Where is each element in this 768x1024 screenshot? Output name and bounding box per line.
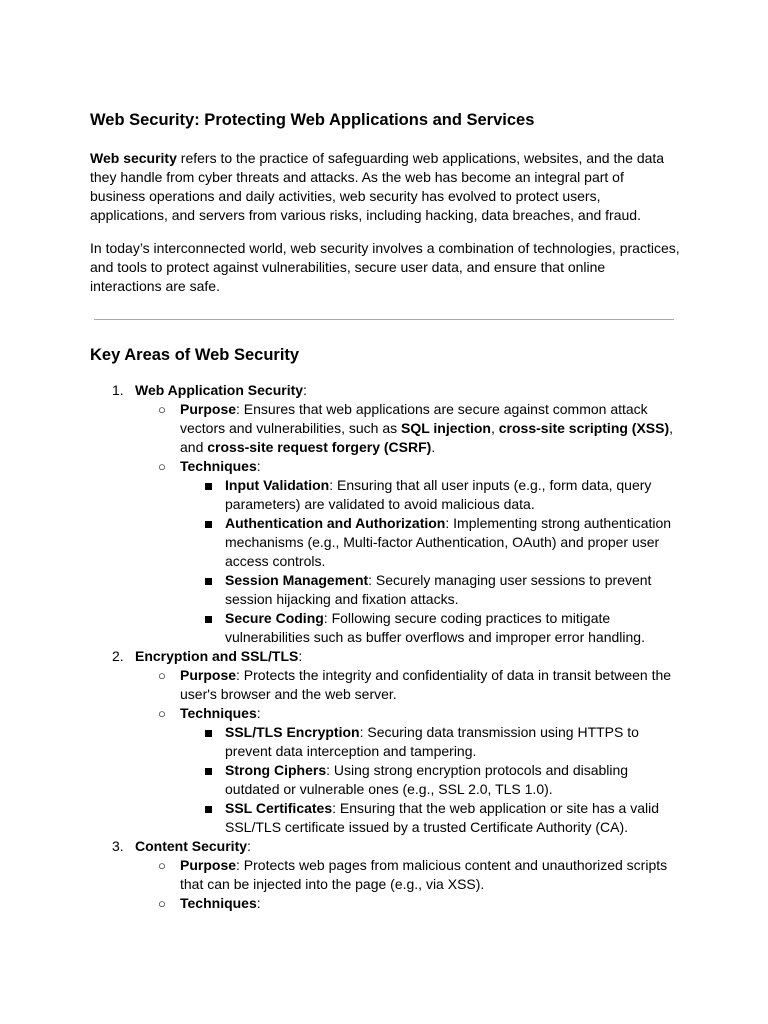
square-bullet-icon <box>205 768 212 775</box>
circle-bullet-icon: ○ <box>158 668 166 683</box>
purpose-text: : Protects web pages from malicious content and unauthorized scripts that can be injected into the page (e.g., via XSS). <box>180 857 668 892</box>
purpose-item <box>135 856 680 894</box>
section-divider <box>94 319 674 320</box>
technique-desc: : Ensuring that all user inputs (e.g., form data, query parameters) are validated to avoid malicious data. <box>225 477 652 512</box>
technique-desc: : Ensuring that the web application or site has a valid SSL/TLS certificate issued by a trusted Certificate Authority (CA). <box>225 800 659 835</box>
technique-desc: : Securing data transmission using HTTPS to prevent data interception and tampering. <box>225 724 639 759</box>
technique-item <box>180 609 680 647</box>
intro-paragraph-2: In today’s interconnected world, web security involves a combination of technologies, practices, and tools to protect against vulnerabilities, secure user data, and ensure that online interactions are safe. <box>90 240 680 294</box>
term-sql-injection: SQL injection <box>401 420 491 436</box>
technique-name: Input Validation <box>225 477 330 493</box>
purpose-label: Purpose <box>180 667 237 683</box>
item-number: 3. <box>112 838 124 854</box>
techniques-label: Techniques <box>180 895 257 911</box>
square-bullet-icon <box>205 578 212 585</box>
colon: : <box>298 648 303 664</box>
technique-item <box>180 723 680 761</box>
list-item <box>90 381 680 647</box>
technique-name: Strong Ciphers <box>225 762 327 778</box>
sub-list <box>135 666 680 837</box>
techniques-item <box>135 457 680 647</box>
technique-item <box>180 799 680 837</box>
technique-name: Authentication and Authorization <box>225 515 446 531</box>
colon: : <box>256 458 261 474</box>
circle-bullet-icon: ○ <box>158 896 166 911</box>
purpose-text: : Protects the integrity and confidentiality of data in transit between the user's browser and the web server. <box>180 667 672 702</box>
page-title: Web Security: Protecting Web Applications and Services <box>90 111 535 129</box>
item-title: Web Application Security <box>135 382 304 398</box>
intro-term: Web security <box>90 150 177 166</box>
technique-item <box>180 476 680 514</box>
circle-bullet-icon: ○ <box>158 858 166 873</box>
intro-paragraph-1 <box>90 149 680 225</box>
purpose-item <box>135 400 680 457</box>
techniques-label: Techniques <box>180 705 257 721</box>
technique-name: Session Management <box>225 572 369 588</box>
technique-name: SSL Certificates <box>225 800 333 816</box>
key-areas-list <box>90 381 680 913</box>
purpose-label: Purpose <box>180 857 237 873</box>
square-bullet-icon <box>205 483 212 490</box>
technique-desc: : Implementing strong authentication mechanisms (e.g., Multi-factor Authentication, OAuth) and proper user access controls. <box>225 515 672 569</box>
colon: : <box>256 705 261 721</box>
sub-list <box>135 856 680 913</box>
list-item <box>90 837 680 913</box>
purpose-label: Purpose <box>180 401 237 417</box>
technique-desc: : Using strong encryption protocols and disabling outdated or vulnerable ones (e.g., SSL 2.0, TLS 1.0). <box>225 762 629 797</box>
period: . <box>431 439 436 455</box>
sub-list <box>135 400 680 647</box>
circle-bullet-icon: ○ <box>158 459 166 474</box>
techniques-list <box>180 723 680 837</box>
circle-bullet-icon: ○ <box>158 706 166 721</box>
techniques-item <box>135 894 680 913</box>
square-bullet-icon <box>205 730 212 737</box>
square-bullet-icon <box>205 616 212 623</box>
technique-item <box>180 761 680 799</box>
term-xss: cross-site scripting (XSS) <box>498 420 670 436</box>
technique-desc: : Securely managing user sessions to prevent session hijacking and fixation attacks. <box>225 572 652 607</box>
item-number: 1. <box>112 382 124 398</box>
square-bullet-icon <box>205 806 212 813</box>
purpose-item <box>135 666 680 704</box>
square-bullet-icon <box>205 521 212 528</box>
separator: , <box>490 420 499 436</box>
section-heading: Key Areas of Web Security <box>90 346 300 364</box>
item-title: Encryption and SSL/TLS <box>135 648 299 664</box>
circle-bullet-icon: ○ <box>158 402 166 417</box>
item-number: 2. <box>112 648 124 664</box>
technique-item <box>180 571 680 609</box>
techniques-label: Techniques <box>180 458 257 474</box>
colon: : <box>247 838 251 854</box>
techniques-item <box>135 704 680 837</box>
separator: , and <box>180 420 674 455</box>
list-item <box>90 647 680 837</box>
document-content <box>90 109 680 913</box>
purpose-text: : Ensures that web applications are secure against common attack vectors and vulnerabilities, such as <box>180 401 648 436</box>
technique-name: Secure Coding <box>225 610 324 626</box>
technique-desc: : Following secure coding practices to mitigate vulnerabilities such as buffer overflows and improper error handling. <box>225 610 645 645</box>
colon: : <box>303 382 307 398</box>
colon: : <box>256 895 261 911</box>
technique-name: SSL/TLS Encryption <box>225 724 360 740</box>
term-csrf: cross-site request forgery (CSRF) <box>207 439 432 455</box>
technique-item <box>180 514 680 571</box>
intro-text: refers to the practice of safeguarding web applications, websites, and the data they handle from cyber threats and attacks. As the web has become an integral part of business operations and daily activities, web security has evolved to protect users, applications, and servers from various risks, including hacking, data breaches, and fraud. <box>90 150 665 223</box>
techniques-list <box>180 476 680 647</box>
item-title: Content Security <box>135 838 248 854</box>
